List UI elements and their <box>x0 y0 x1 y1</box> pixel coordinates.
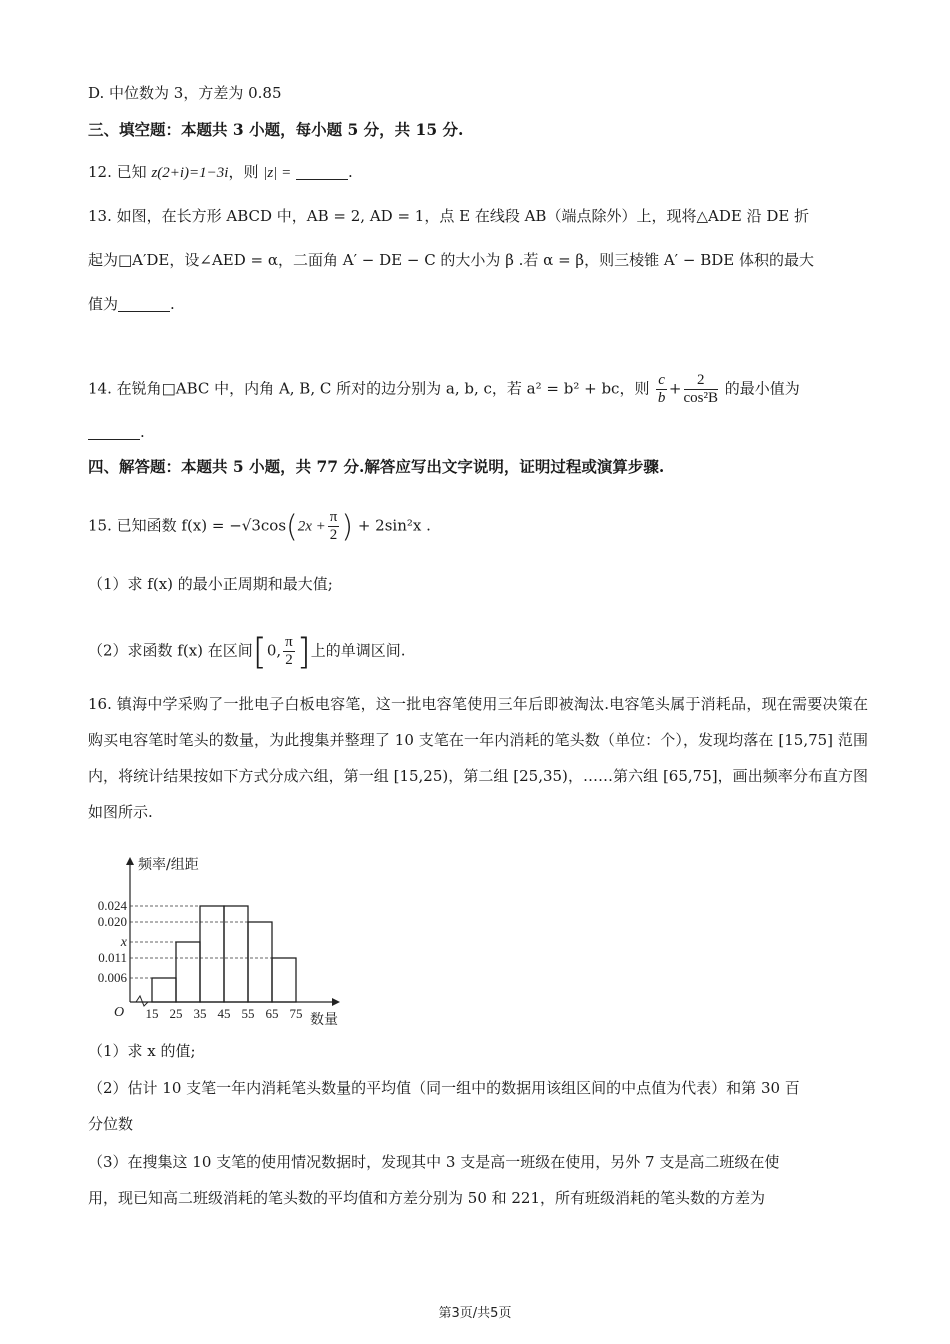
q16-sub-2a: （2）估计 10 支笔一年内消耗笔头数量的平均值（同一组中的数据用该组区间的中点值为代表）和第 30 百 <box>88 1079 800 1097</box>
q15-p2-post: 上的单调区间. <box>310 641 406 660</box>
histogram-bar <box>200 906 224 1002</box>
q12-mid: ，则 <box>228 163 259 181</box>
q14-frac1-den: b <box>657 390 666 406</box>
q14-frac-2-over-cos2b <box>684 372 719 407</box>
histogram-bar <box>272 958 296 1002</box>
q12-answer-blank <box>296 163 348 180</box>
q15-pre: 15. 已知函数 f(x) = −√3cos <box>88 516 287 535</box>
x-axis-arrow <box>332 998 340 1006</box>
x-tick-label: 35 <box>193 1006 207 1021</box>
q15-pi: π <box>329 509 338 525</box>
histogram-bar <box>152 978 176 1002</box>
q14-answer-line: . <box>88 421 145 443</box>
q14-frac2-num: 2 <box>684 372 719 390</box>
q15-p2-two: 2 <box>285 652 293 668</box>
q12-end: . <box>348 163 353 181</box>
q15-p2-zero: 0, <box>266 641 282 660</box>
x-tick-label: 25 <box>169 1006 183 1021</box>
q15-p2-pre: （2）求函数 f(x) 在区间 <box>88 641 253 660</box>
frequency-histogram <box>84 855 364 1030</box>
question-13-line-2: 起为□A′DE，设∠AED = α，二面角 A′ − DE − C 的大小为 β .若 α = β，则三棱锥 A′ − BDE 体积的最大 <box>88 251 814 269</box>
q14-frac1-num: c <box>658 372 665 388</box>
question-16-text: 16. 镇海中学采购了一批电子白板电容笔，这一批电容笔使用三年后即被淘汰.电容笔头属于消耗品，现在需要决策在购买电容笔时笔头的数量，为此搜集并整理了 10 支笔在一年内消耗的笔头数（单位：个），发现均落在 [15,75] 范围内，将统计结果按如下方式分成六组，第一组 [15,25)，第二组 [25,35)，……第六组 [65,75]，画出频率分布直方图如图所示. <box>88 695 868 821</box>
q14-post: 的最小值为 <box>724 379 800 398</box>
q15-part-2 <box>88 631 406 673</box>
option-d: D. 中位数为 3，方差为 0.85 <box>88 84 282 102</box>
q15-two: 2 <box>329 527 338 543</box>
q14-frac2-den: cos²B <box>683 390 718 406</box>
q16-sub-3a: （3）在搜集这 10 支笔的使用情况数据时，发现其中 3 支是高一班级在使用，另外 7 支是高二班级在使 <box>88 1153 780 1171</box>
q15-inner: 2x + <box>297 518 326 535</box>
page-footer: 第3页/共5页 <box>438 1306 512 1321</box>
q14-pre: 14. 在锐角□ABC 中，内角 A, B, C 所对的边分别为 a, b, c，若 a² = b² + bc，则 <box>88 379 650 398</box>
q12-num: 12. <box>88 163 112 181</box>
y-tick-label: 0.006 <box>97 970 127 985</box>
q15-part-1: （1）求 f(x) 的最小正周期和最大值; <box>88 575 333 593</box>
y-tick-label: x <box>120 935 127 950</box>
q15-open-paren: ( <box>286 509 298 545</box>
histogram-bar <box>224 906 248 1002</box>
y-tick-label: 0.011 <box>98 950 127 965</box>
y-axis-arrow <box>126 857 134 865</box>
q12-equation: z(2+i)=1−3i <box>151 165 229 181</box>
question-15 <box>88 509 431 544</box>
y-tick-label: 0.024 <box>97 898 127 913</box>
q14-answer-blank <box>88 423 140 440</box>
q15-close-paren: ) <box>341 509 354 545</box>
q16-sub-3b: 用，现已知高二班级消耗的笔头数的平均值和方差分别为 50 和 221，所有班级消耗的笔头数的方差为 <box>88 1189 766 1207</box>
x-tick-label: 45 <box>217 1006 231 1021</box>
question-12 <box>88 161 353 184</box>
q12-abs: |z| = <box>263 165 292 181</box>
question-13-line-1: 13. 如图，在长方形 ABCD 中，AB = 2, AD = 1，点 E 在线段 AB（端点除外）上，现将△ADE 沿 DE 折 <box>88 207 810 225</box>
q15-interval-frac <box>283 634 295 669</box>
x-tick-label: 55 <box>241 1006 255 1021</box>
q16-sub-2b: 分位数 <box>88 1115 134 1133</box>
histogram-bar <box>248 922 272 1002</box>
q15-close-bracket: ] <box>296 631 311 673</box>
question-13-line-3: 值为 . <box>88 295 175 313</box>
axis-break-mark <box>136 996 148 1006</box>
q14-plus: + <box>668 379 682 398</box>
q13-answer-blank <box>118 295 170 312</box>
q15-p2-pi: π <box>285 634 293 650</box>
q12-pre: 已知 <box>116 163 147 181</box>
x-axis-label: 数量 <box>310 1012 338 1028</box>
y-tick-label: 0.020 <box>97 914 127 929</box>
question-14 <box>88 372 800 407</box>
x-tick-label: 15 <box>145 1006 159 1021</box>
q15-open-bracket: [ <box>252 631 267 673</box>
origin-label: O <box>114 1005 125 1020</box>
section-3-heading: 三、填空题：本题共 3 小题，每小题 5 分，共 15 分. <box>88 120 464 139</box>
q14-frac-c-over-b <box>656 372 667 407</box>
q15-frac-pi-over-2 <box>328 509 340 544</box>
q13-line3-text: 值为 <box>88 295 119 313</box>
x-tick-label: 65 <box>265 1006 279 1021</box>
histogram-bar <box>176 942 200 1002</box>
q16-sub-1: （1）求 x 的值; <box>88 1042 196 1060</box>
y-axis-label: 频率/组距 <box>138 857 199 873</box>
section-4-heading: 四、解答题：本题共 5 小题，共 77 分.解答应写出文字说明，证明过程或演算步骤. <box>88 457 665 476</box>
q15-post: + 2sin²x . <box>357 516 431 535</box>
x-tick-label: 75 <box>289 1006 303 1021</box>
